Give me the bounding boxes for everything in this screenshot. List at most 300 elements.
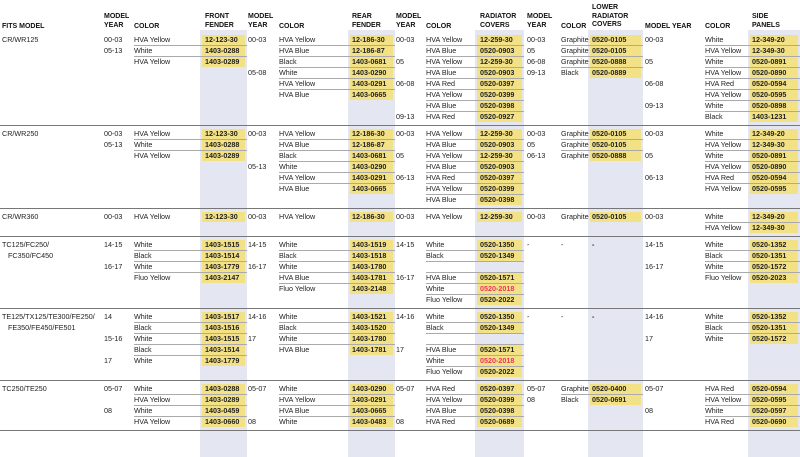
hdr-radiator-covers: RADIATOR COVERS [480, 13, 517, 29]
side-color: White [705, 240, 724, 249]
rad-color: Fluo Yellow [426, 367, 463, 376]
rear-color: Black [279, 151, 297, 160]
fits-model [2, 211, 38, 222]
rad-color: White [426, 312, 445, 321]
rad-part-number: 12-259-30 [480, 129, 513, 138]
hdr-color-lower: COLOR [561, 23, 587, 30]
front-model-year: 17 [104, 356, 112, 365]
side-color: Black [705, 251, 723, 260]
side-part-number: 12-349-30 [752, 46, 785, 55]
fits-model [2, 34, 38, 45]
rad-model-year: 05 [396, 151, 404, 160]
rad-color: HVA Yellow [426, 35, 463, 44]
front-part-number: 1403-0288 [205, 384, 240, 393]
rear-part-number: 1403-1518 [352, 251, 387, 260]
rear-part-number: 1403-0291 [352, 395, 387, 404]
hdr-model-year-side: MODEL YEAR [645, 23, 692, 30]
rear-model-year: 14-15 [248, 240, 267, 249]
rear-part-number: 1403-0681 [352, 57, 387, 66]
front-part-number: 1403-0289 [205, 395, 240, 404]
rad-model-year: 09-13 [396, 112, 415, 121]
rad-color: HVA Blue [426, 68, 457, 77]
rad-color: White [426, 356, 445, 365]
lower-color: - [561, 312, 564, 321]
lower-part-number: 0520-0889 [592, 68, 627, 77]
lower-color: Black [561, 68, 579, 77]
lower-part-number: - [592, 240, 595, 249]
front-color: Black [134, 345, 152, 354]
rear-model-year: 05-08 [248, 68, 267, 77]
side-part-number: 0520-0890 [752, 162, 787, 171]
side-color: White [705, 35, 724, 44]
front-part-number: 1403-1516 [205, 323, 240, 332]
fits-model [2, 239, 53, 261]
side-part-number: 0520-0597 [752, 406, 787, 415]
side-model-year: 16-17 [645, 262, 664, 271]
front-color: HVA Yellow [134, 129, 171, 138]
lower-model-year: 06-13 [527, 151, 546, 160]
rear-color: HVA Yellow [279, 212, 316, 221]
lower-model-year: - [527, 312, 530, 321]
hdr-color-rear: COLOR [279, 23, 305, 30]
rad-color: White [426, 284, 445, 293]
hdr-side-panels: SIDE PANELS [752, 13, 780, 29]
rad-part-number: 0520-0399 [480, 395, 515, 404]
front-part-number: 1403-0289 [205, 57, 240, 66]
front-model-year: 05-07 [104, 384, 123, 393]
side-part-number: 0520-1572 [752, 334, 787, 343]
side-color: HVA Red [705, 417, 735, 426]
front-part-number: 1403-1514 [205, 251, 240, 260]
rad-color: HVA Blue [426, 195, 457, 204]
front-part-number: 1403-0288 [205, 46, 240, 55]
front-color: White [134, 384, 153, 393]
rear-part-number: 1403-0665 [352, 184, 387, 193]
rad-model-year: 05 [396, 57, 404, 66]
rear-color: HVA Blue [279, 184, 310, 193]
front-part-number: 1403-1779 [205, 262, 240, 271]
side-part-number: 12-349-30 [752, 223, 785, 232]
section-divider [0, 236, 800, 237]
rear-color: Black [279, 57, 297, 66]
front-color: HVA Yellow [134, 151, 171, 160]
rear-color: HVA Blue [279, 345, 310, 354]
lower-color: Black [561, 395, 579, 404]
side-part-number: 0520-2023 [752, 273, 787, 282]
rad-color: HVA Blue [426, 140, 457, 149]
hdr-model-year-rad: MODEL YEAR [396, 13, 422, 29]
side-color: White [705, 212, 724, 221]
side-color: HVA Red [705, 384, 735, 393]
lower-part-number: - [592, 312, 595, 321]
lower-color: Graphite [561, 46, 589, 55]
rear-part-number: 1403-1519 [352, 240, 387, 249]
front-model-year: 16-17 [104, 262, 123, 271]
side-part-number: 0520-0595 [752, 395, 787, 404]
rear-color: White [279, 240, 298, 249]
side-part-number: 0520-1351 [752, 251, 787, 260]
fits-model [2, 128, 38, 139]
front-model-year: 00-03 [104, 35, 123, 44]
rear-model-year: 00-03 [248, 35, 267, 44]
lower-color: Graphite [561, 57, 589, 66]
hdr-rear-fender: REAR FENDER [352, 13, 381, 29]
section-divider [0, 380, 800, 381]
rear-part-number: 1403-0290 [352, 68, 387, 77]
hdr-model-year-lower: MODEL YEAR [527, 13, 553, 29]
side-model-year: 17 [645, 334, 653, 343]
rear-color: HVA Yellow [279, 79, 316, 88]
hdr-color-front: COLOR [134, 23, 160, 30]
rad-color: HVA Red [426, 173, 456, 182]
lower-model-year: 08 [527, 395, 535, 404]
rear-part-number: 12-186-30 [352, 212, 385, 221]
rad-part-number: 0520-1571 [480, 345, 515, 354]
side-part-number: 0520-0594 [752, 173, 787, 182]
side-color: HVA Yellow [705, 46, 742, 55]
side-color: Fluo Yellow [705, 273, 742, 282]
rad-part-number: 0520-0398 [480, 406, 515, 415]
rad-part-number: 0520-0398 [480, 195, 515, 204]
lower-part-number: 0520-0691 [592, 395, 627, 404]
side-part-number: 0520-0595 [752, 184, 787, 193]
rad-color: HVA Blue [426, 273, 457, 282]
rad-part-number: 0520-2018 [480, 284, 515, 293]
lower-part-number: 0520-0105 [592, 46, 627, 55]
side-part-number: 0520-0898 [752, 101, 787, 110]
rear-color: HVA Blue [279, 406, 310, 415]
rad-part-number: 0520-2022 [480, 367, 515, 376]
lower-color: Graphite [561, 384, 589, 393]
side-model-year: 08 [645, 406, 653, 415]
side-model-year: 00-03 [645, 129, 664, 138]
side-color: White [705, 262, 724, 271]
rear-model-year: 00-03 [248, 212, 267, 221]
front-part-number: 1403-1779 [205, 356, 240, 365]
row-divider [426, 261, 524, 262]
rad-part-number: 0520-0689 [480, 417, 515, 426]
rear-part-number: 1403-0483 [352, 417, 387, 426]
rad-part-number: 12-259-30 [480, 57, 513, 66]
rad-color: HVA Yellow [426, 184, 463, 193]
hdr-color-rad: COLOR [426, 23, 452, 30]
rear-color: White [279, 262, 298, 271]
side-part-number: 12-349-30 [752, 140, 785, 149]
side-model-year: 05-07 [645, 384, 664, 393]
side-model-year: 00-03 [645, 35, 664, 44]
rad-color: HVA Blue [426, 46, 457, 55]
rear-model-year: 14-16 [248, 312, 267, 321]
side-model-year: 14-16 [645, 312, 664, 321]
rear-color: Fluo Yellow [279, 284, 316, 293]
side-part-number: 0520-0594 [752, 384, 787, 393]
side-part-number: 0520-0891 [752, 57, 787, 66]
front-part-number: 1403-0660 [205, 417, 240, 426]
rad-part-number: 0520-1350 [480, 312, 515, 321]
rear-part-number: 1403-1780 [352, 262, 387, 271]
rear-color: HVA Yellow [279, 173, 316, 182]
rear-part-number: 1403-0665 [352, 90, 387, 99]
rear-color: HVA Blue [279, 46, 310, 55]
rad-color: HVA Yellow [426, 57, 463, 66]
rad-color: Black [426, 251, 444, 260]
fits-model-line: TC125/FC250/ [2, 240, 50, 249]
rad-model-year: 14-16 [396, 312, 415, 321]
rad-part-number: 0520-0927 [480, 112, 515, 121]
fits-model-line: TC250/TE250 [2, 384, 47, 393]
side-color: HVA Yellow [705, 223, 742, 232]
rad-color: HVA Red [426, 112, 456, 121]
front-color: White [134, 240, 153, 249]
lower-model-year: 05-07 [527, 384, 546, 393]
rear-part-number: 1403-0665 [352, 406, 387, 415]
front-color: HVA Yellow [134, 35, 171, 44]
lower-color: Graphite [561, 129, 589, 138]
rear-color: White [279, 384, 298, 393]
rad-color: Fluo Yellow [426, 295, 463, 304]
lower-part-number: 0520-0888 [592, 151, 627, 160]
lower-color: - [561, 240, 564, 249]
section-divider [0, 125, 800, 126]
rad-color: HVA Red [426, 384, 456, 393]
rad-model-year: 08 [396, 417, 404, 426]
front-color: HVA Yellow [134, 57, 171, 66]
fits-model-line: FE350/FE450/FE501 [8, 323, 76, 332]
rad-color: HVA Blue [426, 101, 457, 110]
rear-part-number: 1403-0291 [352, 173, 387, 182]
rear-color: Black [279, 323, 297, 332]
rear-part-number: 12-186-87 [352, 46, 385, 55]
side-color: HVA Yellow [705, 68, 742, 77]
rear-color: HVA Yellow [279, 395, 316, 404]
rear-color: White [279, 162, 298, 171]
hdr-model-year-rear: MODEL YEAR [248, 13, 274, 29]
rad-model-year: 06-08 [396, 79, 415, 88]
rad-part-number: 0520-0903 [480, 162, 515, 171]
lower-model-year: 00-03 [527, 35, 546, 44]
lower-color: Graphite [561, 35, 589, 44]
front-color: White [134, 406, 153, 415]
lower-part-number: 0520-0105 [592, 35, 627, 44]
front-color: Black [134, 323, 152, 332]
section-divider [0, 308, 800, 309]
rear-part-number: 1403-1520 [352, 323, 387, 332]
side-color: HVA Red [705, 173, 735, 182]
front-color: White [134, 312, 153, 321]
rad-part-number: 12-259-30 [480, 35, 513, 44]
lower-part-number: 0520-0105 [592, 129, 627, 138]
front-color: HVA Yellow [134, 417, 171, 426]
rear-model-year: 16-17 [248, 262, 267, 271]
side-part-number: 1403-1231 [752, 112, 787, 121]
rad-color: Black [426, 323, 444, 332]
side-part-number: 12-349-20 [752, 129, 785, 138]
side-model-year: 05 [645, 151, 653, 160]
rear-model-year: 05-07 [248, 384, 267, 393]
hdr-front-fender: FRONT FENDER [205, 13, 234, 29]
fits-model [2, 311, 95, 333]
rear-part-number: 12-186-87 [352, 140, 385, 149]
section-divider [0, 208, 800, 209]
side-color: HVA Yellow [705, 90, 742, 99]
front-part-number: 1403-1515 [205, 334, 240, 343]
side-color: HVA Red [705, 79, 735, 88]
rad-model-year: 00-03 [396, 212, 415, 221]
rear-part-number: 12-186-30 [352, 35, 385, 44]
side-part-number: 0520-1352 [752, 312, 787, 321]
rad-part-number: 0520-0399 [480, 184, 515, 193]
front-color: White [134, 334, 153, 343]
side-part-number: 0520-0690 [752, 417, 787, 426]
front-part-number: 1403-0459 [205, 406, 240, 415]
rad-model-year: 06-13 [396, 173, 415, 182]
side-color: HVA Yellow [705, 140, 742, 149]
rad-part-number: 0520-0398 [480, 101, 515, 110]
rad-color: HVA Blue [426, 345, 457, 354]
front-part-number: 1403-2147 [205, 273, 240, 282]
rear-color: White [279, 417, 298, 426]
rear-model-year: 08 [248, 417, 256, 426]
rad-color: White [426, 240, 445, 249]
rad-color: HVA Blue [426, 406, 457, 415]
rad-part-number: 0520-0397 [480, 173, 515, 182]
rear-model-year: 17 [248, 334, 256, 343]
front-part-number: 12-123-30 [205, 212, 238, 221]
rad-color: HVA Yellow [426, 151, 463, 160]
rad-color: HVA Yellow [426, 90, 463, 99]
rad-color: HVA Yellow [426, 129, 463, 138]
side-part-number: 0520-0890 [752, 68, 787, 77]
rear-part-number: 1403-2148 [352, 284, 387, 293]
side-color: HVA Yellow [705, 184, 742, 193]
side-part-number: 0520-0891 [752, 151, 787, 160]
rear-color: White [279, 312, 298, 321]
front-color: White [134, 262, 153, 271]
rad-part-number: 0520-0397 [480, 79, 515, 88]
side-color: Black [705, 112, 723, 121]
lower-part-number: 0520-0105 [592, 212, 627, 221]
rear-part-number: 1403-1780 [352, 334, 387, 343]
side-color: White [705, 57, 724, 66]
section-divider [0, 430, 800, 431]
row-divider [426, 333, 524, 334]
side-color: White [705, 151, 724, 160]
side-model-year: 00-03 [645, 212, 664, 221]
side-model-year: 05 [645, 57, 653, 66]
hdr-fits-model: FITS MODEL [2, 23, 45, 30]
side-color: White [705, 129, 724, 138]
lower-model-year: 05 [527, 46, 535, 55]
rad-part-number: 0520-0399 [480, 90, 515, 99]
lower-model-year: 00-03 [527, 129, 546, 138]
rad-model-year: 17 [396, 345, 404, 354]
rear-part-number: 1403-0290 [352, 384, 387, 393]
lower-color: Graphite [561, 151, 589, 160]
front-color: Black [134, 251, 152, 260]
rad-part-number: 12-259-30 [480, 151, 513, 160]
front-color: White [134, 356, 153, 365]
lower-part-number: 0520-0400 [592, 384, 627, 393]
fits-model-line: CR/WR360 [2, 212, 39, 221]
lower-model-year: 09-13 [527, 68, 546, 77]
fits-model-line: TE125/TX125/TE300/FE250/ [2, 312, 95, 321]
rad-part-number: 0520-0397 [480, 384, 515, 393]
side-part-number: 0520-1351 [752, 323, 787, 332]
rear-color: HVA Blue [279, 90, 310, 99]
rad-part-number: 0520-2018 [480, 356, 515, 365]
rear-color: HVA Blue [279, 273, 310, 282]
side-color: White [705, 101, 724, 110]
rad-part-number: 0520-1349 [480, 251, 515, 260]
side-model-year: 06-08 [645, 79, 664, 88]
rad-part-number: 0520-1571 [480, 273, 515, 282]
rad-part-number: 0520-1350 [480, 240, 515, 249]
rad-color: HVA Red [426, 79, 456, 88]
front-model-year: 14 [104, 312, 112, 321]
front-part-number: 1403-0289 [205, 151, 240, 160]
side-part-number: 0520-1572 [752, 262, 787, 271]
front-model-year: 15-16 [104, 334, 123, 343]
lower-model-year: 00-03 [527, 212, 546, 221]
rad-model-year: 16-17 [396, 273, 415, 282]
lower-model-year: 06-08 [527, 57, 546, 66]
rad-part-number: 0520-2022 [480, 295, 515, 304]
side-part-number: 0520-0595 [752, 90, 787, 99]
rear-part-number: 1403-1781 [352, 273, 387, 282]
lower-part-number: 0520-0105 [592, 140, 627, 149]
fits-model [2, 383, 47, 394]
side-part-number: 12-349-20 [752, 35, 785, 44]
rad-model-year: 05-07 [396, 384, 415, 393]
side-color: White [705, 406, 724, 415]
front-color: White [134, 140, 153, 149]
front-color: HVA Yellow [134, 395, 171, 404]
front-model-year: 00-03 [104, 212, 123, 221]
side-color: White [705, 334, 724, 343]
front-model-year: 00-03 [104, 129, 123, 138]
lower-color: Graphite [561, 212, 589, 221]
rear-color: White [279, 334, 298, 343]
side-model-year: 14-15 [645, 240, 664, 249]
hdr-model-year-front: MODEL YEAR [104, 13, 130, 29]
rad-part-number: 12-259-30 [480, 212, 513, 221]
side-part-number: 0520-1352 [752, 240, 787, 249]
hdr-lower-radiator-covers: LOWER RADIATOR COVERS [592, 4, 629, 29]
rear-color: White [279, 68, 298, 77]
rad-model-year: 14-15 [396, 240, 415, 249]
fits-model-line: CR/WR250 [2, 129, 39, 138]
hdr-color-side: COLOR [705, 23, 731, 30]
front-model-year: 14-15 [104, 240, 123, 249]
rear-color: Black [279, 251, 297, 260]
side-model-year: 09-13 [645, 101, 664, 110]
front-model-year: 05-13 [104, 46, 123, 55]
lower-model-year: 05 [527, 140, 535, 149]
rear-part-number: 12-186-30 [352, 129, 385, 138]
rad-color: HVA Blue [426, 162, 457, 171]
rad-model-year: 00-03 [396, 35, 415, 44]
rear-color: HVA Blue [279, 140, 310, 149]
front-color: White [134, 46, 153, 55]
front-model-year: 05-13 [104, 140, 123, 149]
side-part-number: 12-349-20 [752, 212, 785, 221]
rear-model-year: 05-13 [248, 162, 267, 171]
rear-color: HVA Yellow [279, 129, 316, 138]
rad-part-number: 0520-0903 [480, 68, 515, 77]
rad-part-number: 0520-0903 [480, 140, 515, 149]
front-part-number: 1403-0288 [205, 140, 240, 149]
rear-color: HVA Yellow [279, 35, 316, 44]
